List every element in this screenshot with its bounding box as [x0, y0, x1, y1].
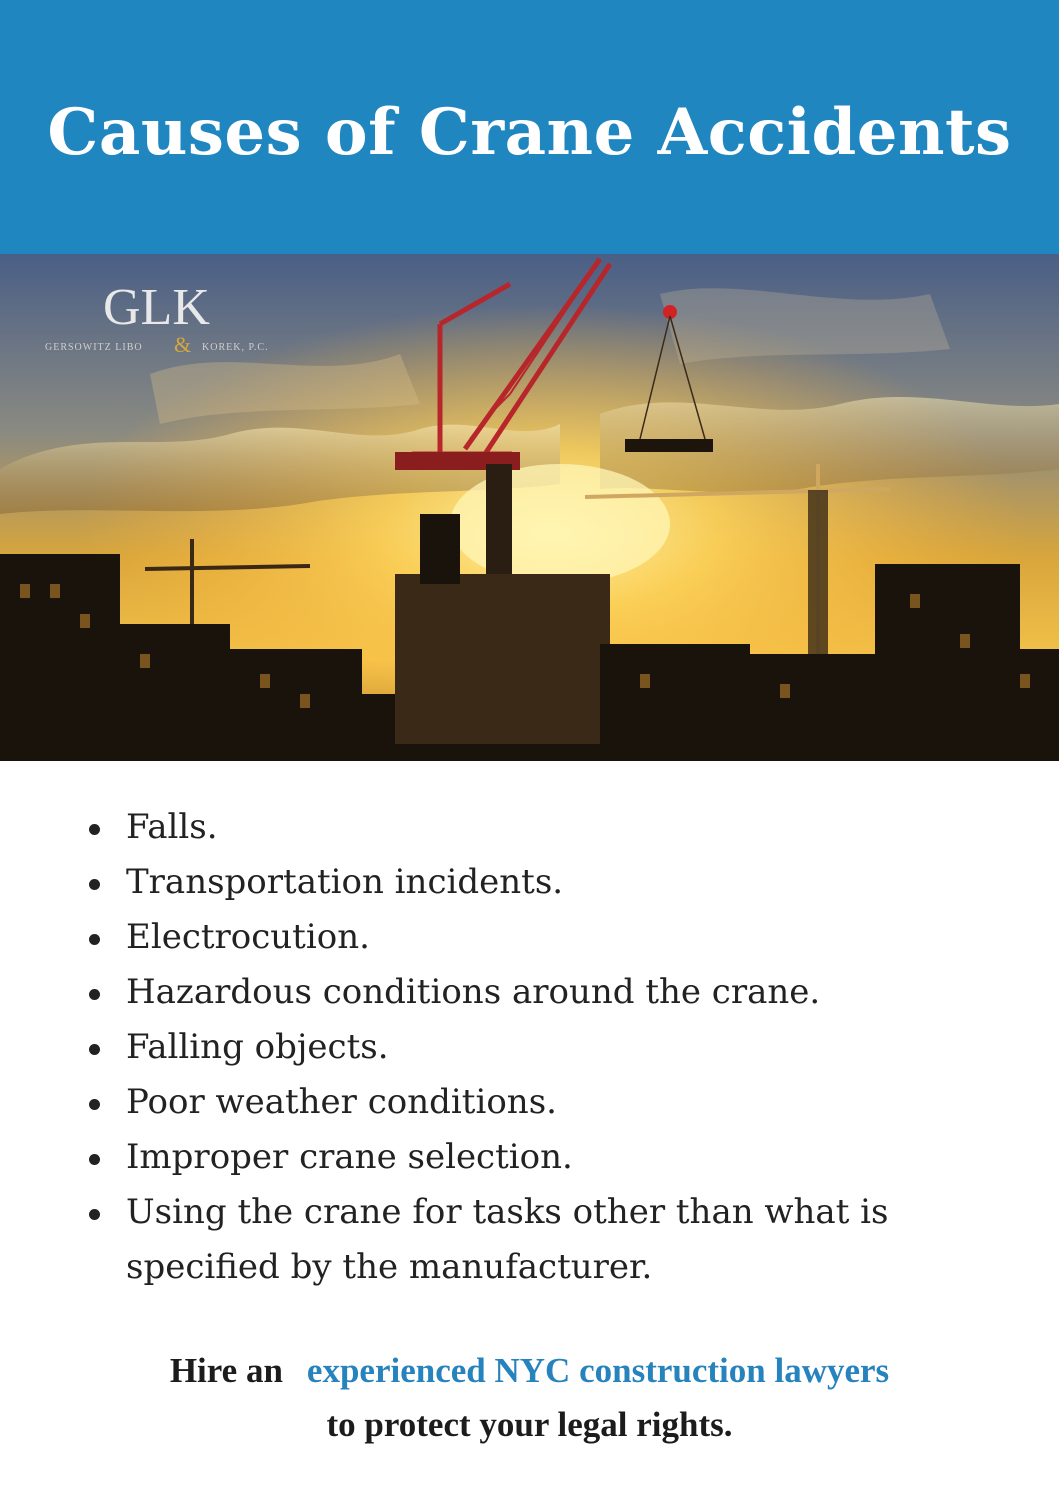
bullet-icon — [89, 1154, 100, 1165]
list-item: Falling objects. — [0, 1020, 1059, 1075]
list-item: Improper crane selection. — [0, 1130, 1059, 1185]
bullet-icon — [89, 1099, 100, 1110]
list-item: Hazardous conditions around the crane. — [0, 965, 1059, 1020]
construction-skyline-illustration — [0, 254, 1059, 761]
causes-list — [0, 800, 1059, 1295]
list-item: Poor weather conditions. — [0, 1075, 1059, 1130]
call-to-action — [0, 1344, 1059, 1452]
bullet-icon — [89, 989, 100, 1000]
hero-image — [0, 254, 1059, 761]
logo-ampersand: & — [174, 332, 192, 357]
list-item: Electrocution. — [0, 910, 1059, 965]
list-item: Transportation incidents. — [0, 855, 1059, 910]
page-title: Causes of Crane Accidents — [47, 94, 1012, 170]
bullet-icon — [89, 1044, 100, 1055]
logo-letters: GLK — [103, 279, 210, 336]
bullet-icon — [89, 879, 100, 890]
list-item: Falls. — [0, 800, 1059, 855]
lawyers-link[interactable]: experienced NYC construction lawyers — [306, 1351, 890, 1390]
logo-firm-right: KOREK, P.C. — [202, 342, 269, 353]
logo-firm-left: GERSOWITZ LIBO — [45, 342, 143, 353]
cta-line-1 — [0, 1344, 1059, 1398]
list-item: Using the crane for tasks other than what is specified by the manufacturer. — [0, 1185, 1059, 1295]
cta-prefix: Hire an — [169, 1351, 283, 1390]
bullet-icon — [89, 824, 100, 835]
bullet-icon — [89, 934, 100, 945]
header-banner — [0, 0, 1059, 254]
cta-suffix: to protect your legal rights. — [326, 1405, 733, 1444]
bullet-icon — [89, 1209, 100, 1220]
